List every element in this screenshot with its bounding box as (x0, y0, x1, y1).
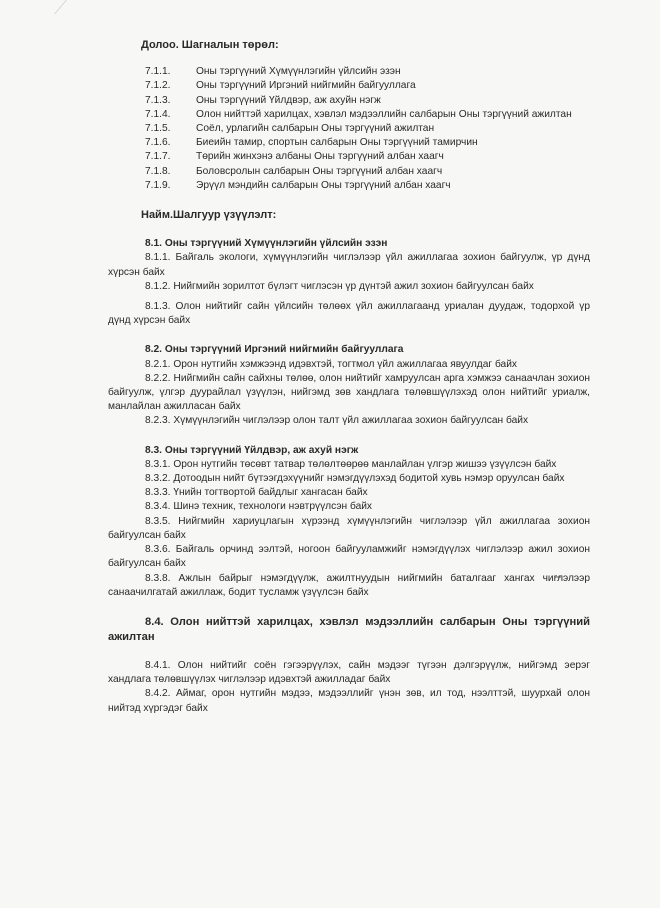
section7-list (108, 65, 590, 193)
subsection-title: 8.3. Оны тэргүүний Үйлдвэр, аж ахуй нэгж (145, 444, 359, 456)
paragraph: 8.4.2. Аймаг, орон нутгийн мэдээ, мэдээллийг үнэн зөв, ил тод, нээлттэй, шуурхай олон нийтэд хүргэдэг байх (108, 688, 590, 714)
list-item: 7.1.2. Оны тэргүүний Иргэний нийгмийн байгууллага (145, 80, 416, 92)
paragraph: 8.3.3. Үнийн тогтвортой байдлыг хангасан байх (145, 487, 368, 499)
list-item: 7.1.9. Эрүүл мэндийн салбарын Оны тэргүүний албан хаагч (145, 179, 451, 191)
paragraph: 8.1.2. Нийгмийн зорилтот бүлэгт чиглэсэн үр дүнтэй ажил зохион байгуулсан байх (145, 280, 534, 292)
paragraph: 8.3.1. Орон нутгийн төсөвт татвар төлөлтөөрөө манлайлан үлгэр жишээ үзүүлсэн байх (145, 458, 557, 470)
list-item: 7.1.7. Төрийн жинхэнэ албаны Оны тэргүүний албан хаагч (145, 151, 444, 163)
subsection-title: 8.2. Оны тэргүүний Иргэний нийгмийн байгууллага (145, 344, 404, 356)
section8-heading: Найм.Шалгуур үзүүлэлт: (141, 209, 277, 222)
paragraph: 8.3.4. Шинэ техник, технологи нэвтрүүлсэн байх (145, 501, 373, 513)
section7-heading: Долоо. Шагналын төрөл: (141, 39, 279, 51)
subsection-8-4 (108, 659, 590, 716)
paragraph: 8.3.5. Нийгмийн хариуцлагын хүрээнд хүмүүнлэгийн чиглэлээр үйл ажиллагаа зохион байгуулсан байх (108, 515, 590, 541)
subsection-8-2 (108, 343, 590, 428)
paragraph: 8.2.1. Орон нутгийн хэмжээнд идэвхтэй, тогтмол үйл ажиллагаа явуулдаг байх (145, 358, 518, 370)
paragraph: 8.3.8. Ажлын байрыг нэмэгдүүлж, ажилтнуудын нийгмийн баталгааг хангах чиглэлээр санаачилгатай ажиллаж, бодит тусламж үзүүлсэн байх (108, 572, 590, 598)
list-item: 7.1.4. Олон нийттэй харилцах, хэвлэл мэдээллийн салбарын Оны тэргүүний ажилтан (145, 108, 572, 120)
page-fold-mark (54, 0, 77, 14)
paragraph: 8.2.2. Нийгмийн сайн сайхны төлөө, олон нийтийг хамруулсан арга хэмжээ санаачлан зохион байгуулж, үлгэр дуурайлал үзүүлэн, нийгэмд зөв хандлага төлөвшүүлэхэд олон нийтийг уриалж, манлайлан ажилласан байх (108, 372, 590, 413)
subsection-title: 8.1. Оны тэргүүний Хүмүүнлэгийн үйлсийн эзэн (145, 238, 388, 250)
list-item: 7.1.5. Соёл, урлагийн салбарын Оны тэргүүний ажилтан (145, 123, 435, 135)
document-body (108, 38, 590, 716)
list-item: 7.1.8. Боловсролын салбарын Оны тэргүүний албан хаагч (145, 165, 443, 177)
subsection-8-4-title: 8.4. Олон нийттэй харилцах, хэвлэл мэдээллийн салбарын Оны тэргүүний ажилтан (108, 615, 590, 643)
paragraph: 8.2.3. Хүмүүнлэгийн чиглэлээр олон талт үйл ажиллагаа зохион байгуулсан байх (145, 415, 529, 427)
paragraph: 8.1.1. Байгаль экологи, хүмүүнлэгийн чиглэлээр үйл ажиллагаа зохион байгуулж, үр дүнд хүрсэн байх (108, 252, 590, 278)
subsection-8-1 (108, 237, 590, 328)
paragraph: 8.3.2. Дотоодын нийт бүтээгдэхүүнийг нэмэгдүүлэхэд бодитой хувь нэмэр оруулсан байх (145, 473, 565, 485)
list-item: 7.1.6. Биеийн тамир, спортын салбарын Оны тэргүүний тамирчин (145, 137, 478, 149)
list-item: 7.1.3. Оны тэргүүний Үйлдвэр, аж ахуйн нэгж (145, 94, 381, 106)
paragraph: 8.3.6. Байгаль орчинд ээлтэй, ногоон байгууламжийг нэмэгдүүлэх чиглэлээр ажил зохион байгуулсан байх (108, 544, 590, 570)
list-item: 7.1.1. Оны тэргүүний Хүмүүнлэгийн үйлсийн эзэн (145, 66, 401, 78)
paragraph: 8.4.1. Олон нийтийг соён гэгээрүүлэх, сайн мэдээг түгээн дэлгэрүүлж, нийгэмд эерэг хандлага төлөвшүүлэх чиглэлээр идэвхтэй ажилладаг байх (108, 659, 590, 686)
subsection-8-3 (108, 444, 590, 600)
paragraph: 8.1.3. Олон нийтийг сайн үйлсийн төлөөх үйл ажиллагаанд уриалан дуудаж, тодорхой үр дүнд хүрсэн байх (108, 301, 590, 327)
